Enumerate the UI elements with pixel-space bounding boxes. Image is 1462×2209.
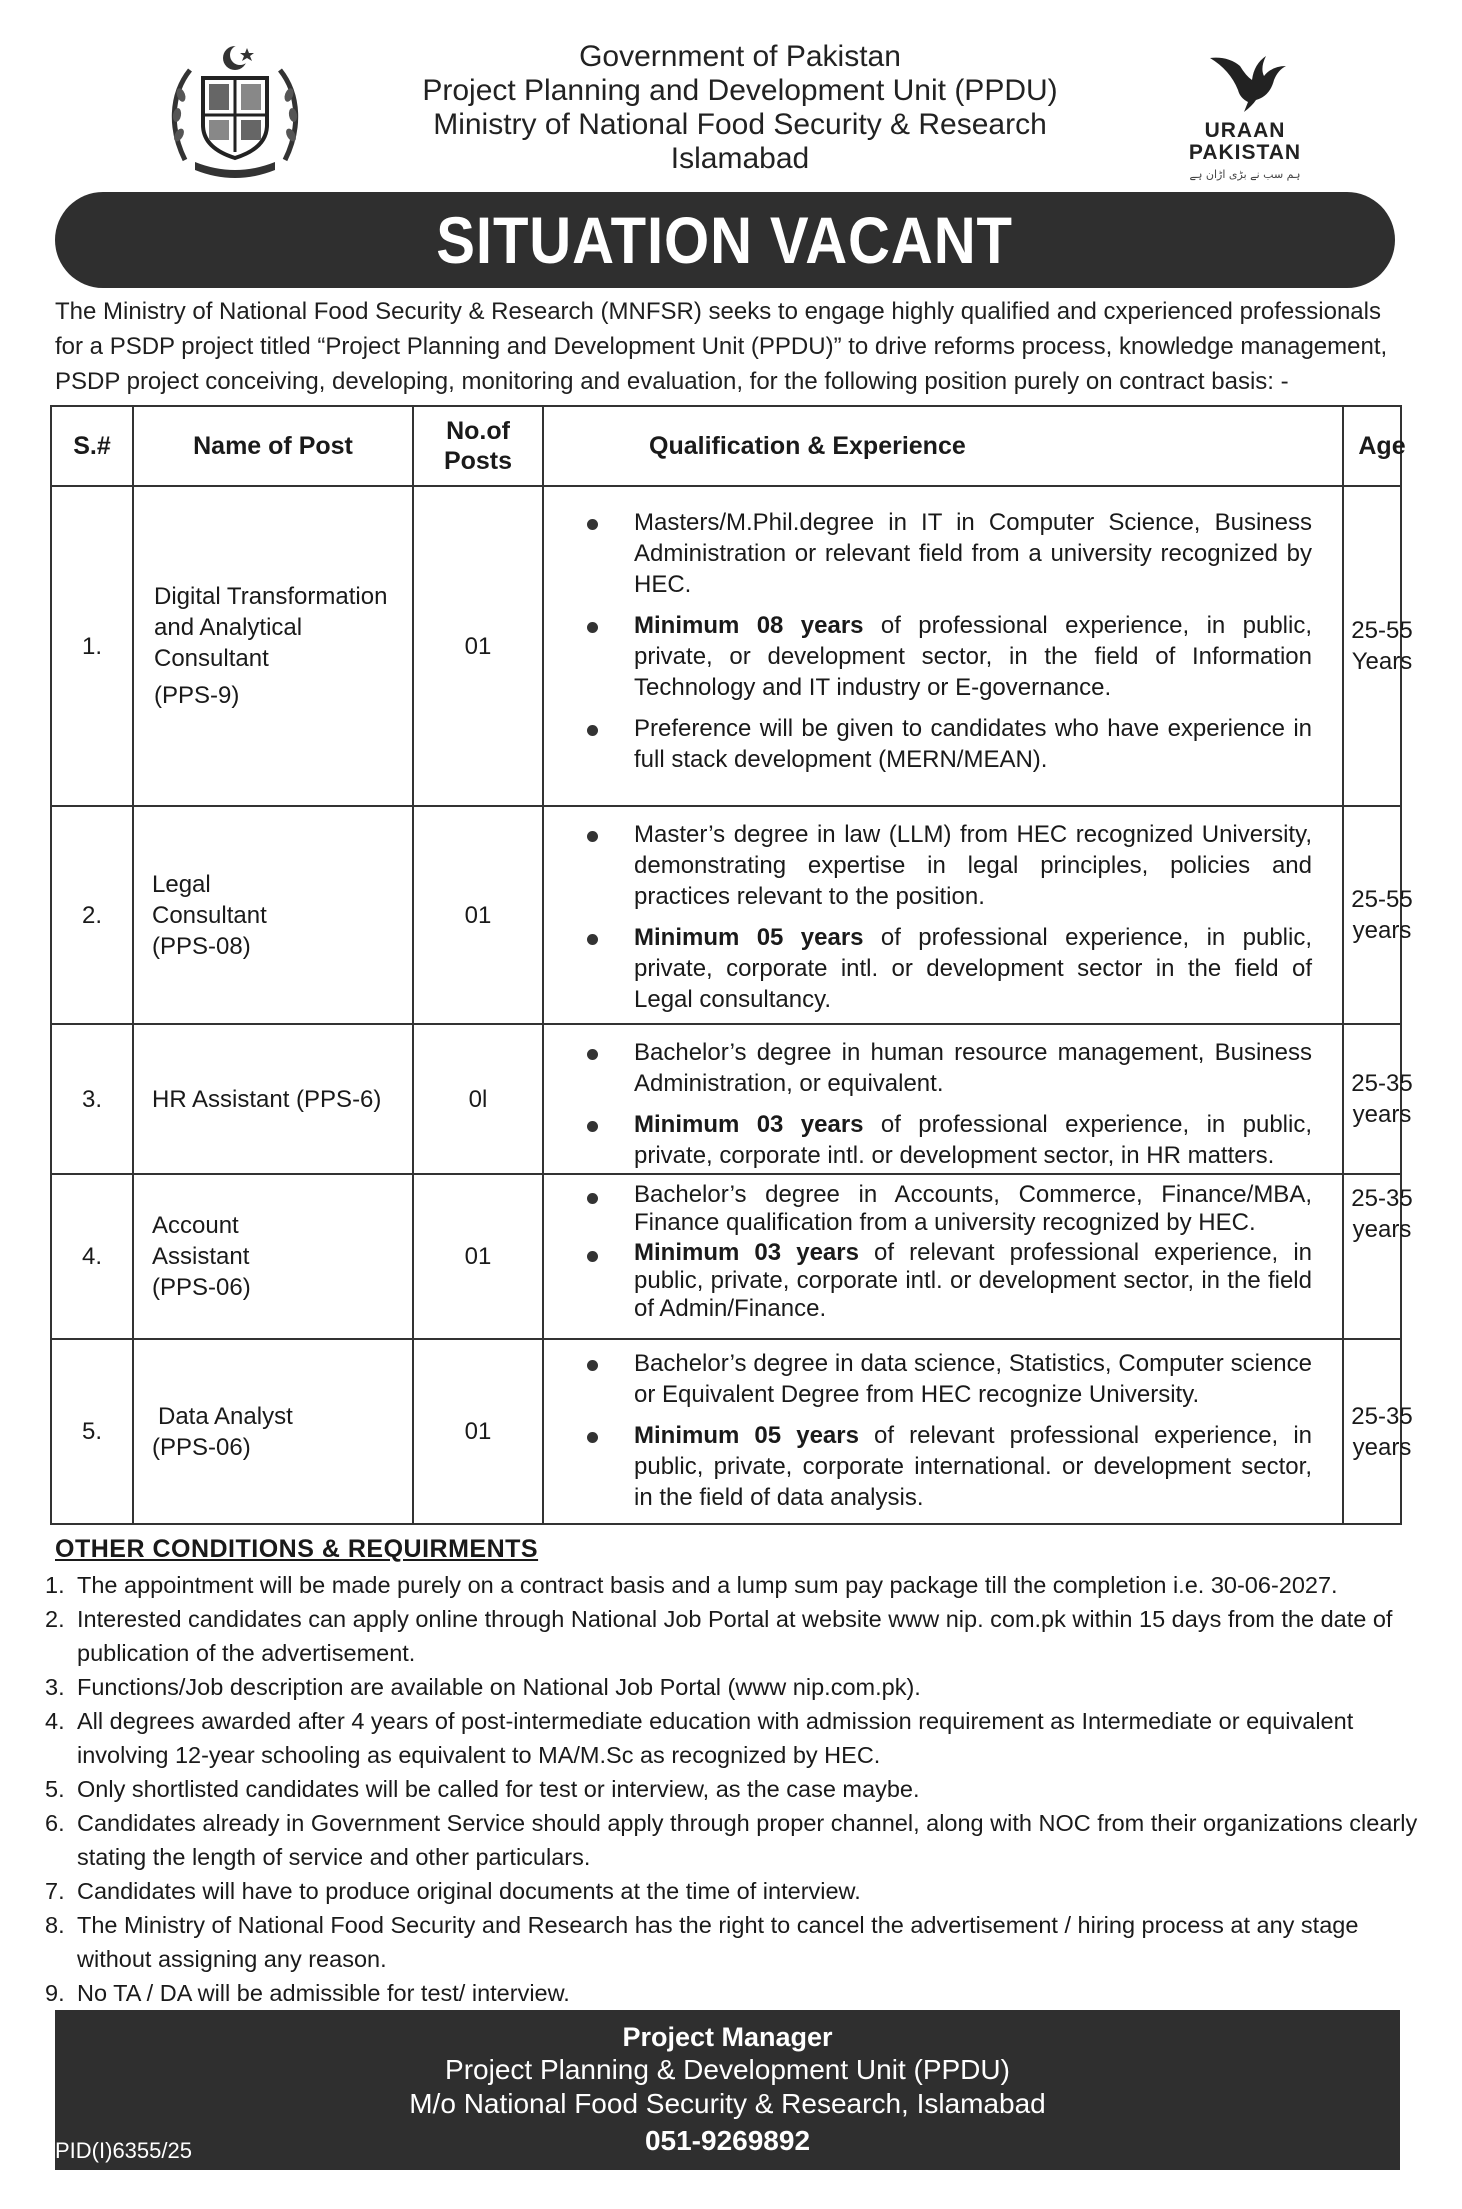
positions-table bbox=[50, 405, 1413, 1525]
header-sn: S.# bbox=[73, 432, 111, 460]
post-title: Legal Consultant bbox=[152, 870, 267, 929]
row-post-name bbox=[132, 1025, 412, 1173]
post-title: Account Assistant bbox=[152, 1212, 250, 1270]
qualification-item: Bachelor’s degree in human resource management, Business Administration, or equivalent. bbox=[579, 1037, 1312, 1099]
situation-vacant-banner bbox=[55, 192, 1395, 288]
header-line-ministry: Ministry of National Food Security & Research bbox=[433, 108, 1047, 141]
row-qualification bbox=[542, 487, 1342, 805]
contact-footer bbox=[55, 2010, 1400, 2170]
row-age: 25-35 years bbox=[1342, 1175, 1420, 1338]
row-sn: 5. bbox=[81, 1418, 102, 1445]
row-qualification bbox=[542, 807, 1342, 1023]
footer-phone: 051-9269892 bbox=[644, 2125, 811, 2156]
conditions-title: OTHER CONDITIONS & REQUIRMENTS bbox=[55, 1535, 539, 1563]
table-header-row bbox=[52, 407, 1406, 485]
condition-item: 1. The appointment will be made purely on a contract basis and a lump sum pay package till the completion i.e. 30-06-2027. bbox=[45, 1572, 1338, 1598]
table-row bbox=[52, 805, 1413, 1023]
qualification-item: Preference will be given to candidates who have experience in full stack development (MERN/MEAN). bbox=[579, 713, 1312, 775]
post-pps: (PPS-06) bbox=[152, 1433, 251, 1461]
footer-ministry: M/o National Food Security & Research, Islamabad bbox=[409, 2088, 1046, 2119]
header-line-government: Government of Pakistan bbox=[579, 40, 901, 73]
pid-number: PID(I)6355/25 bbox=[55, 2138, 192, 2163]
table-row bbox=[52, 1023, 1413, 1173]
condition-item: 3. Functions/Job description are available on National Job Portal (www nip.com.pk). bbox=[45, 1674, 921, 1700]
qualification-item: Minimum 05 years of professional experience, in public, private, corporate intl. or development sector in the field of Legal consultancy. bbox=[579, 922, 1312, 1015]
post-pps: (PPS-9) bbox=[154, 682, 240, 709]
table-row bbox=[52, 485, 1413, 805]
condition-item: 4. All degrees awarded after 4 years of post-intermediate education with admission requirement as Intermediate or equivalent involving 12-year schooling as equivalent to MA/M.Sc as recognized by HEC. bbox=[45, 1708, 1354, 1768]
qualification-item: Master’s degree in law (LLM) from HEC recognized University, demonstrating expertise in legal principles, policies and practices relevant to the position. bbox=[579, 819, 1312, 912]
header bbox=[0, 40, 1462, 190]
post-title: Digital Transformation and Analytical Consultant bbox=[154, 583, 388, 672]
uraan-bird-icon bbox=[1200, 50, 1290, 120]
government-emblem-icon bbox=[165, 40, 305, 180]
qualification-item: Bachelor’s degree in data science, Statistics, Computer science or Equivalent Degree from HEC recognize University. bbox=[579, 1348, 1312, 1410]
condition-item: 8. The Ministry of National Food Security and Research has the right to cancel the advertisement / hiring process at any stage without assigning any reason. bbox=[45, 1912, 1359, 1972]
row-posts-count: 01 bbox=[412, 487, 542, 805]
uraan-title: URAAN PAKISTAN bbox=[1188, 119, 1302, 164]
condition-item: 9. No TA / DA will be admissible for test/ interview. bbox=[45, 1980, 570, 2006]
condition-item: 2. Interested candidates can apply online through National Job Portal at website www nip. com.pk within 15 days from the date of publication of the advertisement. bbox=[45, 1606, 1393, 1666]
row-age: 25-55 years bbox=[1342, 807, 1420, 1023]
row-age: 25-55 Years bbox=[1342, 487, 1420, 805]
row-posts-count: 01 bbox=[412, 1175, 542, 1338]
row-sn: 4. bbox=[81, 1243, 102, 1270]
post-pps: (PPS-08) bbox=[152, 932, 251, 960]
header-line-city: Islamabad bbox=[670, 142, 810, 175]
condition-item: 6. Candidates already in Government Service should apply through proper channel, along with NOC from their organizations clearly stating the length of service and other particulars. bbox=[45, 1810, 1418, 1870]
uraan-tagline: ہم سب نے بڑی اڑان ہے bbox=[1189, 168, 1301, 181]
header-no-of-posts: No.of Posts bbox=[412, 407, 542, 485]
qualification-item: Bachelor’s degree in Accounts, Commerce, Finance/MBA, Finance qualification from a university recognized by HEC. bbox=[579, 1181, 1312, 1237]
row-qualification bbox=[542, 1340, 1342, 1523]
qualification-item: Minimum 03 years of relevant professional experience, in public, private, corporate intl. or development sector, in the field of Admin/Finance. bbox=[579, 1239, 1312, 1323]
row-posts-count: 01 bbox=[412, 1340, 542, 1523]
post-title: HR Assistant (PPS-6) bbox=[152, 1085, 382, 1113]
row-post-name bbox=[132, 1175, 412, 1338]
row-qualification bbox=[542, 1175, 1342, 1338]
uraan-pakistan-logo bbox=[1170, 50, 1320, 200]
header-title-block bbox=[340, 40, 1140, 176]
row-post-name bbox=[132, 807, 412, 1023]
post-pps: (PPS-06) bbox=[152, 1274, 251, 1301]
banner-title: SITUATION VACANT bbox=[436, 203, 1014, 277]
footer-unit: Project Planning & Development Unit (PPDU) bbox=[445, 2054, 1010, 2085]
conditions-list bbox=[45, 1568, 1425, 2010]
row-age: 25-35 years bbox=[1342, 1340, 1420, 1523]
table-row bbox=[52, 1338, 1413, 1523]
post-title: Data Analyst bbox=[158, 1402, 293, 1430]
table-row bbox=[52, 1173, 1413, 1338]
qualification-item: Minimum 05 years of relevant professional experience, in public, private, corporate international. or development sector, in the field of data analysis. bbox=[579, 1420, 1312, 1513]
header-qualification: Qualification & Experience bbox=[542, 407, 1342, 485]
row-sn: 2. bbox=[81, 901, 102, 929]
footer-title: Project Manager bbox=[622, 2022, 833, 2052]
row-qualification bbox=[542, 1025, 1342, 1173]
row-sn: 3. bbox=[81, 1085, 102, 1113]
condition-item: 5. Only shortlisted candidates will be called for test or interview, as the case maybe. bbox=[45, 1776, 920, 1802]
qualification-item: Masters/M.Phil.degree in IT in Computer Science, Business Administration or relevant field from a university recognized by HEC. bbox=[579, 507, 1312, 600]
row-post-name bbox=[132, 1340, 412, 1523]
header-line-ppdu: Project Planning and Development Unit (PPDU) bbox=[422, 74, 1058, 107]
row-posts-count: 01 bbox=[412, 807, 542, 1023]
row-age: 25-35 years bbox=[1342, 1025, 1420, 1173]
row-sn: 1. bbox=[81, 632, 102, 660]
intro-paragraph: The Ministry of National Food Security & Research (MNFSR) seeks to engage highly qualified and cxperienced professionals for a PSDP project titled “Project Planning and Development Unit (PPDU)” to drive reforms process, knowledge management, PSDP project conceiving, developing, monitoring and evaluation, for the following position purely on contract basis: - bbox=[55, 298, 1388, 395]
header-age: Age bbox=[1342, 407, 1420, 485]
qualification-item: Minimum 08 years of professional experience, in public, private, or development sector, in the field of Information Technology and IT industry or E-governance. bbox=[579, 610, 1312, 703]
header-name-of-post: Name of Post bbox=[132, 407, 412, 485]
row-posts-count: 0l bbox=[412, 1025, 542, 1173]
condition-item: 7. Candidates will have to produce original documents at the time of interview. bbox=[45, 1878, 861, 1904]
qualification-item: Minimum 03 years of professional experience, in public, private, corporate intl. or development sector, in HR matters. bbox=[579, 1109, 1312, 1171]
row-post-name bbox=[132, 487, 412, 805]
